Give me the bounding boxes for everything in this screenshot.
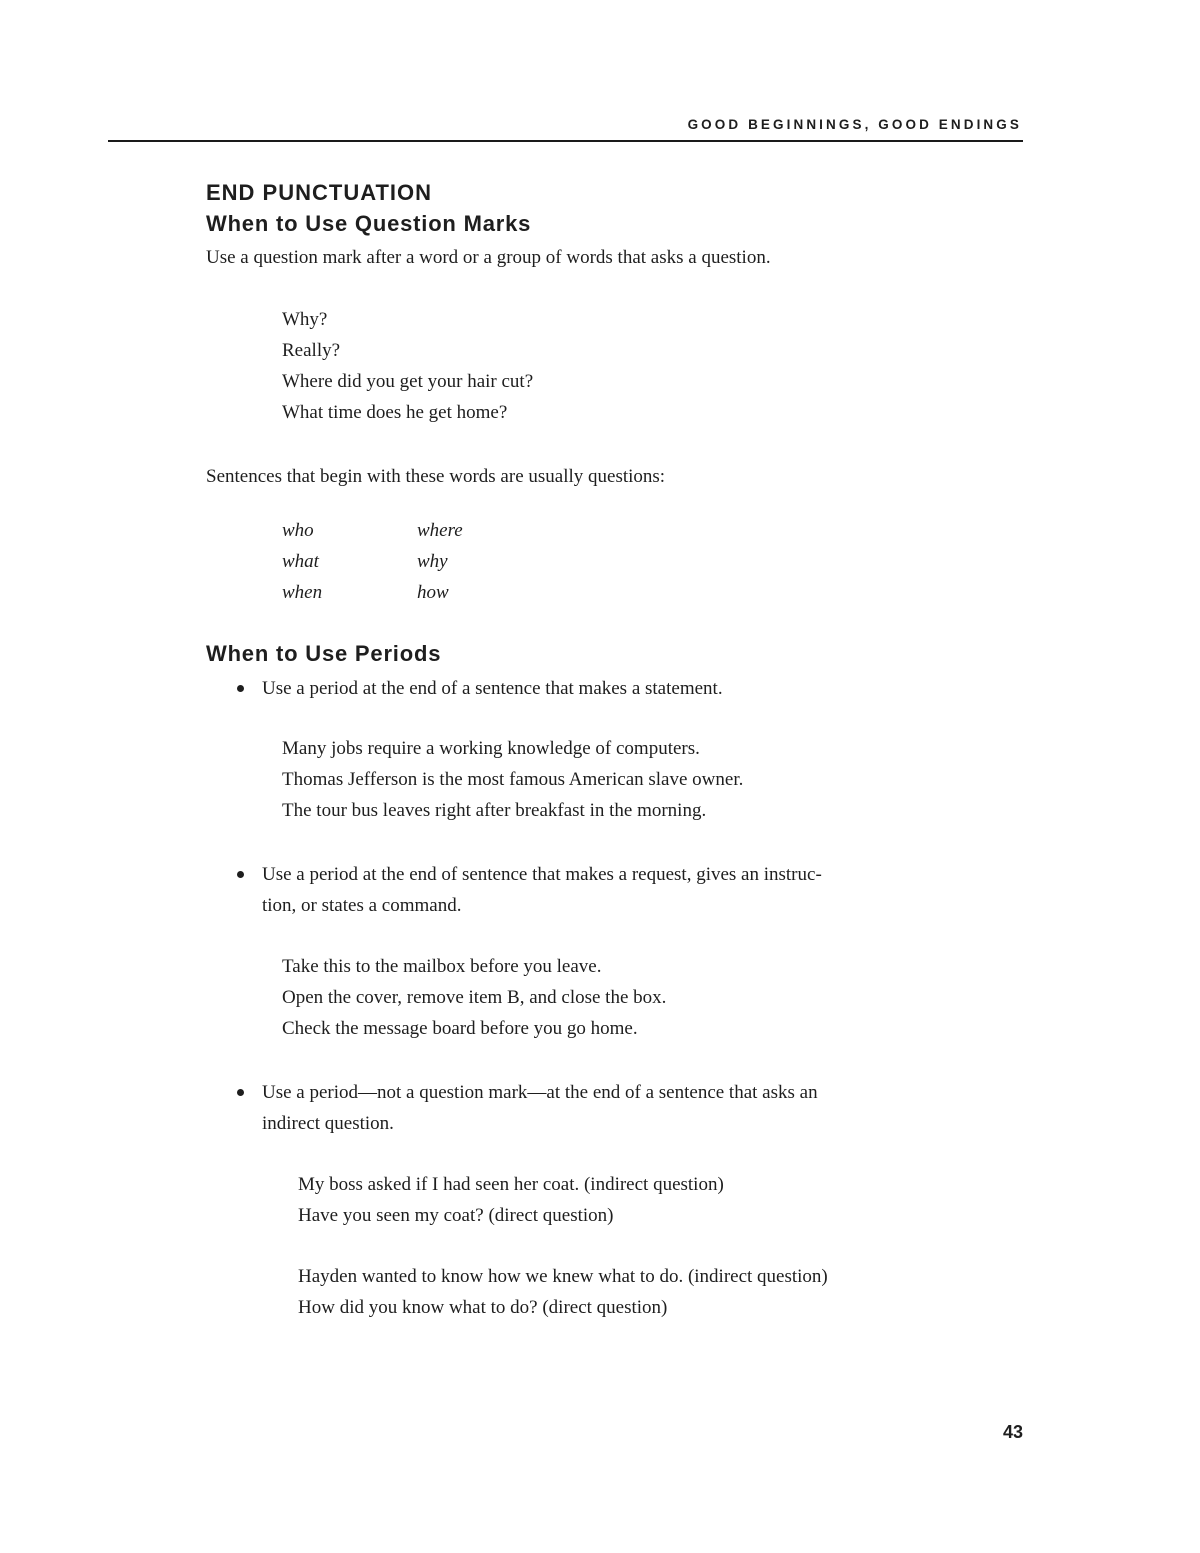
question-marks-intro: Use a question mark after a word or a group of words that asks a question. bbox=[206, 247, 771, 268]
question-example: Really? bbox=[282, 340, 341, 361]
bullet-marker bbox=[237, 685, 244, 692]
period-example: How did you know what to do? (direct question) bbox=[298, 1297, 668, 1318]
running-head: GOOD BEGINNINGS, GOOD ENDINGS bbox=[687, 117, 1022, 132]
question-word: when bbox=[282, 582, 323, 603]
header-rule bbox=[108, 140, 1023, 142]
question-word: what bbox=[282, 551, 319, 572]
bullet-text: Use a period at the end of a sentence that makes a statement. bbox=[262, 678, 723, 699]
question-word: where bbox=[417, 520, 463, 541]
bullet-text: indirect question. bbox=[262, 1113, 394, 1134]
page-number: 43 bbox=[1002, 1422, 1023, 1442]
period-example: Open the cover, remove item B, and close the box. bbox=[282, 987, 667, 1008]
bullet-text: Use a period at the end of sentence that makes a request, gives an instruc- bbox=[262, 864, 822, 885]
chapter-title: END PUNCTUATION bbox=[206, 180, 433, 205]
question-example: Why? bbox=[282, 309, 328, 330]
period-example: My boss asked if I had seen her coat. (indirect question) bbox=[298, 1174, 724, 1195]
question-word: who bbox=[282, 520, 314, 541]
question-example: Where did you get your hair cut? bbox=[282, 371, 534, 392]
bullet-marker bbox=[237, 1089, 244, 1096]
question-example: What time does he get home? bbox=[282, 402, 508, 423]
period-example: Check the message board before you go home. bbox=[282, 1018, 638, 1039]
question-word: how bbox=[417, 582, 449, 603]
section-title-question-marks: When to Use Question Marks bbox=[206, 211, 532, 236]
period-example: Thomas Jefferson is the most famous American slave owner. bbox=[282, 769, 744, 790]
question-words-intro: Sentences that begin with these words are usually questions: bbox=[206, 466, 666, 487]
period-example: Hayden wanted to know how we knew what to do. (indirect question) bbox=[298, 1266, 828, 1287]
question-word: why bbox=[417, 551, 448, 572]
bullet-text: Use a period—not a question mark—at the end of a sentence that asks an bbox=[262, 1082, 818, 1103]
period-example: The tour bus leaves right after breakfast in the morning. bbox=[282, 800, 707, 821]
bullet-marker bbox=[237, 871, 244, 878]
period-example: Many jobs require a working knowledge of computers. bbox=[282, 738, 700, 759]
section-title-periods: When to Use Periods bbox=[206, 641, 442, 666]
bullet-text: tion, or states a command. bbox=[262, 895, 462, 916]
period-example: Have you seen my coat? (direct question) bbox=[298, 1205, 614, 1226]
period-example: Take this to the mailbox before you leave. bbox=[282, 956, 602, 977]
